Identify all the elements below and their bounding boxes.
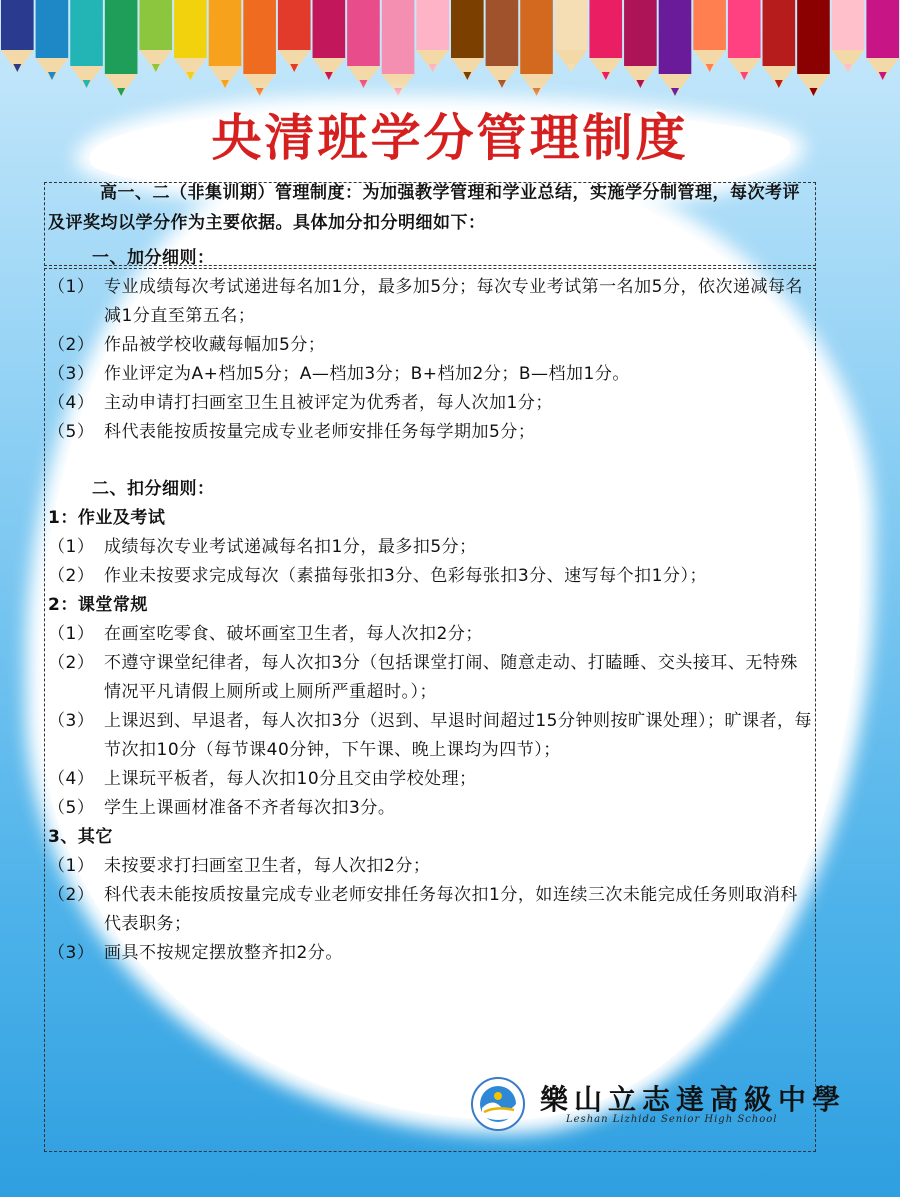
- deduct-item: [48, 533, 813, 562]
- item-text: 专业成绩每次考试递进每名加1分，最多加5分；每次专业考试第一名加5分，依次递减每名减1分直至第五名；: [104, 277, 803, 326]
- item-text: 学生上课画材准备不齐者每次扣3分。: [104, 798, 396, 818]
- pencil-body: [382, 0, 415, 74]
- item-number: （1）: [48, 624, 95, 644]
- pencil-body: [36, 0, 69, 58]
- item-text: 上课迟到、早退者，每人次扣3分（迟到、早退时间超过15分钟则按旷课处理）；旷课者，每节次扣10分（每节课40分钟，下午课、晚上课均为四节）；: [104, 711, 812, 760]
- pencil-body: [70, 0, 103, 66]
- deduct-group-title: 1：作业及考试: [48, 508, 166, 528]
- item-text: 科代表未能按质按量完成专业老师安排任务每次扣1分，如连续三次未能完成任务则取消科代表职务；: [104, 885, 798, 934]
- item-number: （1）: [48, 856, 95, 876]
- item-number: （2）: [48, 885, 95, 905]
- item-number: （5）: [48, 422, 95, 442]
- deduct-item: [48, 852, 813, 881]
- rules-content: [48, 178, 813, 968]
- pencil-body: [105, 0, 138, 74]
- pencil-body: [1, 0, 34, 50]
- deduct-item: [48, 707, 813, 765]
- pencil-body: [313, 0, 346, 58]
- deduct-group-title: 2：课堂常规: [48, 595, 148, 615]
- colored-pencils-border: [0, 0, 900, 100]
- item-text: 不遵守课堂纪律者，每人次扣3分（包括课堂打闹、随意走动、打瞌睡、交头接耳、无特殊情况平凡请假上厕所或上厕所严重超时。）；: [104, 653, 798, 702]
- pencil-body: [243, 0, 276, 74]
- item-text: 上课玩平板者，每人次扣10分且交由学校处理；: [104, 769, 477, 789]
- deduct-item: [48, 620, 813, 649]
- item-text: 作品被学校收藏每幅加5分；: [104, 335, 326, 355]
- item-number: （2）: [48, 653, 95, 673]
- add-item: [48, 389, 813, 418]
- item-number: （3）: [48, 364, 95, 384]
- pencil-body: [139, 0, 172, 50]
- pencil-body: [866, 0, 899, 58]
- item-number: （4）: [48, 769, 95, 789]
- pencil-body: [589, 0, 622, 58]
- item-text: 作业评定为A+档加5分；A—档加3分；B+档加2分；B—档加1分。: [104, 364, 630, 384]
- add-item: [48, 418, 813, 447]
- item-text: 作业未按要求完成每次（素描每张扣3分、色彩每张扣3分、速写每个扣1分）；: [104, 566, 707, 586]
- item-number: （3）: [48, 943, 95, 963]
- deduct-item: [48, 765, 813, 794]
- intro-paragraph: 高一、二（非集训期）管理制度：为加强教学管理和学业总结，实施学分制管理，每次考评及评奖均以学分作为主要依据。具体加分扣分明细如下：: [48, 183, 800, 233]
- pencil-body: [659, 0, 692, 74]
- deduct-item: [48, 794, 813, 823]
- pencil-body: [624, 0, 657, 66]
- poster-title: 央清班学分管理制度: [211, 108, 689, 167]
- pencil-body: [520, 0, 553, 74]
- item-number: （5）: [48, 798, 95, 818]
- item-text: 在画室吃零食、破坏画室卫生者，每人次扣2分；: [104, 624, 483, 644]
- item-number: （2）: [48, 335, 95, 355]
- school-logo-icon: [470, 1076, 526, 1132]
- deduct-group-title: 3、其它: [48, 827, 113, 847]
- pencil-body: [174, 0, 207, 58]
- pencil-body: [763, 0, 796, 66]
- item-number: （1）: [48, 537, 95, 557]
- item-number: （1）: [48, 277, 95, 297]
- pencil-body: [693, 0, 726, 50]
- deduct-item: [48, 939, 813, 968]
- item-text: 科代表能按质按量完成专业老师安排任务每学期加5分；: [104, 422, 536, 442]
- school-name: 樂山立志達高級中學: [540, 1083, 847, 1116]
- deduct-item: [48, 562, 813, 591]
- deduct-item: [48, 649, 813, 707]
- item-number: （2）: [48, 566, 95, 586]
- pencil-body: [347, 0, 380, 66]
- pencil-body: [797, 0, 830, 74]
- add-section-heading: 一、加分细则：: [92, 248, 215, 268]
- item-text: 成绩每次专业考试递减每名扣1分，最多扣5分；: [104, 537, 477, 557]
- school-english-name: Leshan Lizhida Senior High School: [566, 1114, 778, 1125]
- item-text: 画具不按规定摆放整齐扣2分。: [104, 943, 343, 963]
- pencil-body: [416, 0, 449, 50]
- item-text: 未按要求打扫画室卫生者，每人次扣2分；: [104, 856, 431, 876]
- add-item: [48, 273, 813, 331]
- pencil-body: [555, 0, 588, 50]
- pencil-body: [832, 0, 865, 50]
- add-item: [48, 360, 813, 389]
- add-item: [48, 331, 813, 360]
- pencil-body: [486, 0, 519, 66]
- pencil-body: [278, 0, 311, 50]
- pencil-body: [728, 0, 761, 58]
- item-number: （3）: [48, 711, 95, 731]
- deduct-item: [48, 881, 813, 939]
- item-number: （4）: [48, 393, 95, 413]
- item-text: 主动申请打扫画室卫生且被评定为优秀者，每人次加1分；: [104, 393, 553, 413]
- pencil-body: [209, 0, 242, 66]
- pencil-body: [451, 0, 484, 58]
- deduct-section-heading: 二、扣分细则：: [92, 479, 215, 499]
